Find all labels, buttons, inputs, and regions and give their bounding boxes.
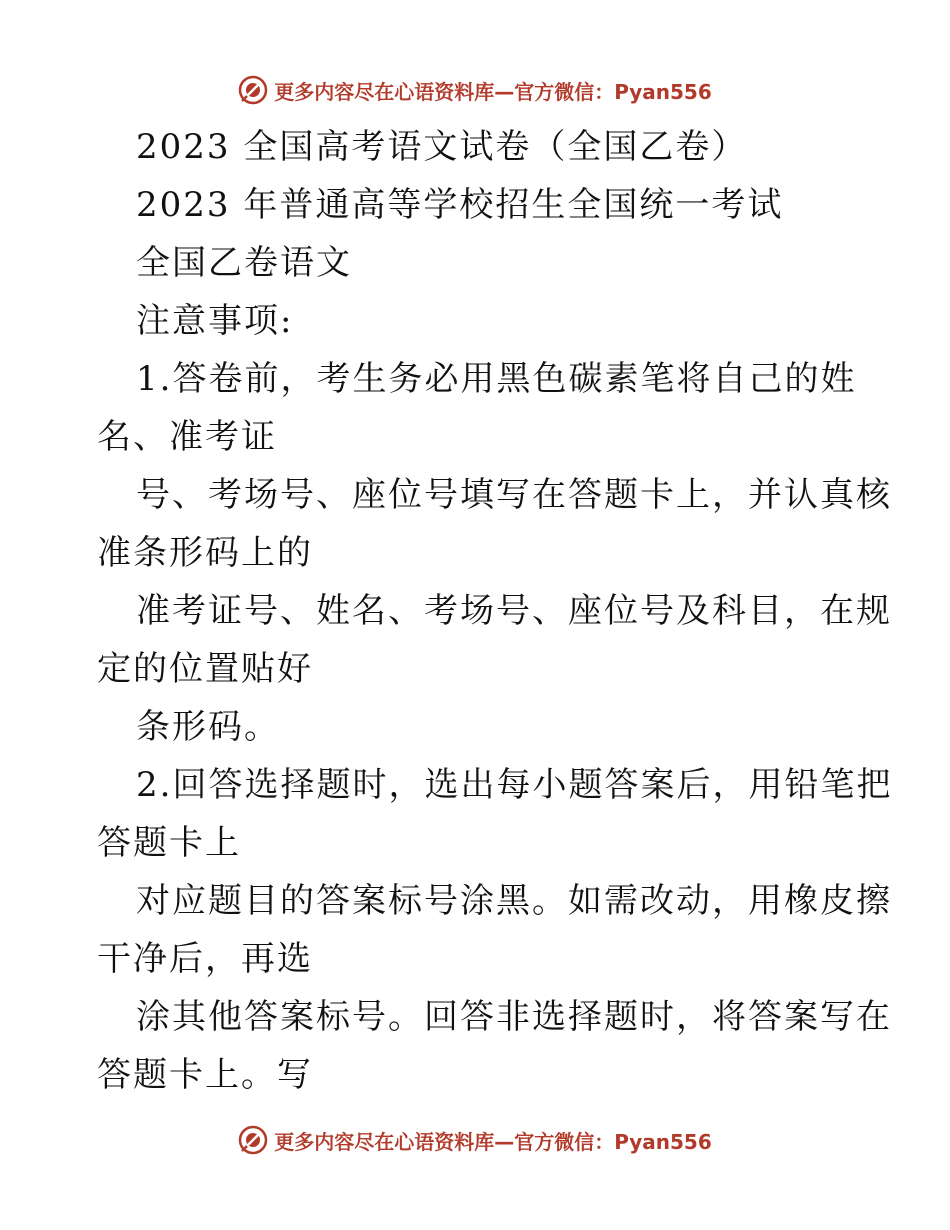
paragraph-line: 号、考场号、座位号填写在答题卡上，并认真核	[136, 475, 892, 515]
paragraph-line: 干净后，再选	[97, 939, 313, 979]
paragraph-line: 定的位置贴好	[97, 649, 313, 689]
paragraph-line: 条形码。	[136, 707, 280, 747]
paragraph-line: 名、准考证	[97, 417, 277, 457]
paragraph-line: 答题卡上	[97, 823, 241, 863]
doc-subtitle-line: 2023 年普通高等学校招生全国统一考试	[136, 185, 784, 225]
paragraph-line: 1.答卷前，考生务必用黑色碳素笔将自己的姓	[136, 359, 857, 399]
paragraph-line: 准考证号、姓名、考场号、座位号及科目，在规	[136, 591, 892, 631]
pen-seal-logo-icon	[238, 1125, 268, 1155]
notice-heading: 注意事项:	[136, 301, 294, 341]
document-body	[0, 118, 950, 1104]
paragraph-line: 答题卡上。写	[97, 1055, 313, 1095]
paragraph-line: 涂其他答案标号。回答非选择题时，将答案写在	[136, 997, 892, 1037]
paragraph-line: 2.回答选择题时，选出每小题答案后，用铅笔把	[136, 765, 893, 805]
doc-title-line: 2023 全国高考语文试卷（全国乙卷）	[136, 127, 748, 167]
watermark-text: 更多内容尽在心语资料库—官方微信：Pyan556	[274, 1129, 712, 1154]
paragraph-line: 准条形码上的	[97, 533, 313, 573]
paragraph-line: 对应题目的答案标号涂黑。如需改动，用橡皮擦	[136, 881, 892, 921]
watermark-text: 更多内容尽在心语资料库—官方微信：Pyan556	[274, 79, 712, 104]
doc-section-line: 全国乙卷语文	[136, 243, 352, 283]
footer-watermark-banner	[0, 1120, 950, 1160]
header-watermark-banner	[0, 70, 950, 110]
pen-seal-logo-icon	[238, 75, 268, 105]
